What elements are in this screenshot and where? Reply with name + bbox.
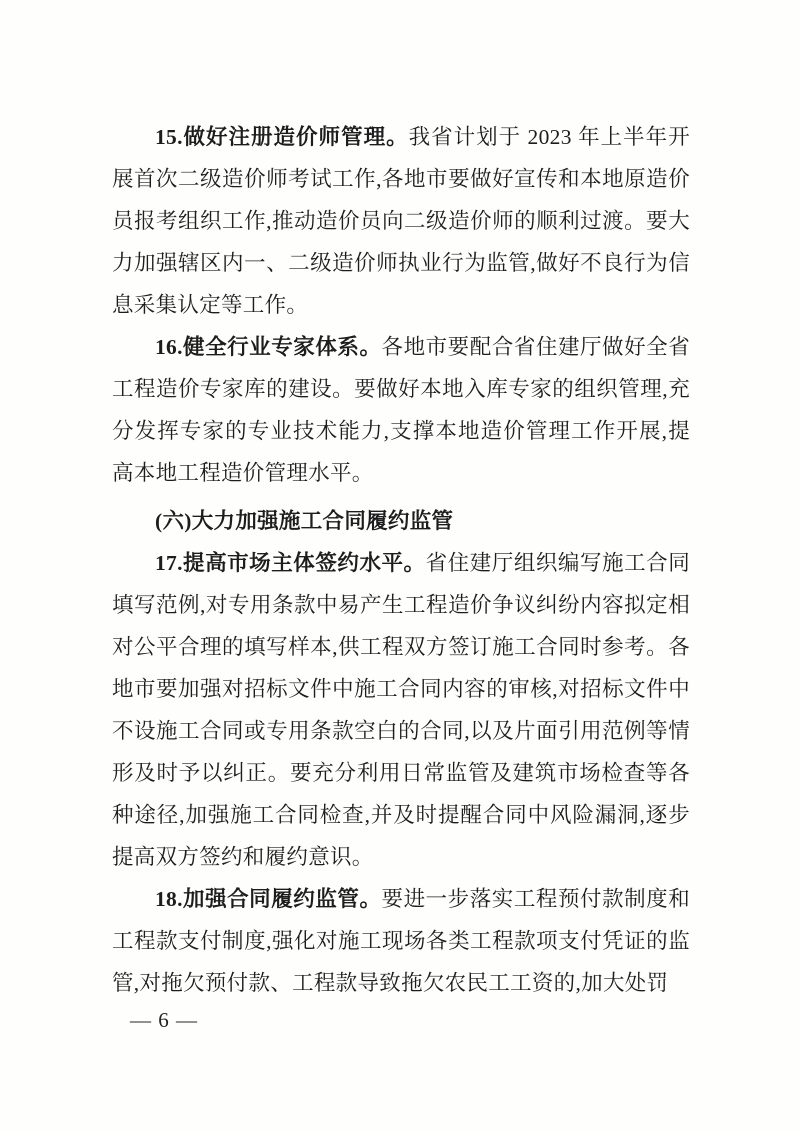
paragraph-15-text: 我省计划于 2023 年上半年开展首次二级造价师考试工作,各地市要做好宣传和本地原造价员报考组织工作,推动造价员向二级造价师的顺利过渡。要大力加强辖区内一、二级造价师执业行为监管,做好不良行为信息采集认定等工作。	[112, 125, 690, 317]
paragraph-17-lead: 17.提高市场主体签约水平。	[155, 551, 426, 575]
paragraph-16	[112, 326, 690, 494]
page-number: — 6 —	[130, 1008, 198, 1032]
paragraph-16-text: 各地市要配合省住建厅做好全省工程造价专家库的建设。要做好本地入库专家的组织管理,充分发挥专家的专业技术能力,支撑本地造价管理工作开展,提高本地工程造价管理水平。	[112, 335, 691, 485]
paragraph-17	[112, 542, 690, 878]
paragraph-18	[112, 878, 690, 1004]
paragraph-18-text: 要进一步落实工程预付款制度和工程款支付制度,强化对施工现场各类工程款项支付凭证的监管,对拖欠预付款、工程款导致拖欠农民工工资的,加大处罚	[112, 887, 691, 995]
paragraph-17-text: 省住建厅组织编写施工合同填写范例,对专用条款中易产生工程造价争议纠纷内容拟定相对公平合理的填写样本,供工程双方签订施工合同时参考。各地市要加强对招标文件中施工合同内容的审核,对招标文件中不设施工合同或专用条款空白的合同,以及片面引用范例等情形及时予以纠正。要充分利用日常监管及建筑市场检查等各种途径,加强施工合同检查,并及时提醒合同中风险漏洞,逐步提高双方签约和履约意识。	[112, 551, 690, 869]
page-footer	[130, 1006, 198, 1034]
paragraph-16-lead: 16.健全行业专家体系。	[155, 335, 382, 359]
paragraph-15-lead: 15.做好注册造价师管理。	[155, 125, 409, 149]
document-body	[112, 116, 690, 1004]
section-6-heading: (六)大力加强施工合同履约监管	[155, 509, 454, 533]
paragraph-15	[112, 116, 690, 326]
paragraph-18-lead: 18.加强合同履约监管。	[155, 887, 382, 911]
